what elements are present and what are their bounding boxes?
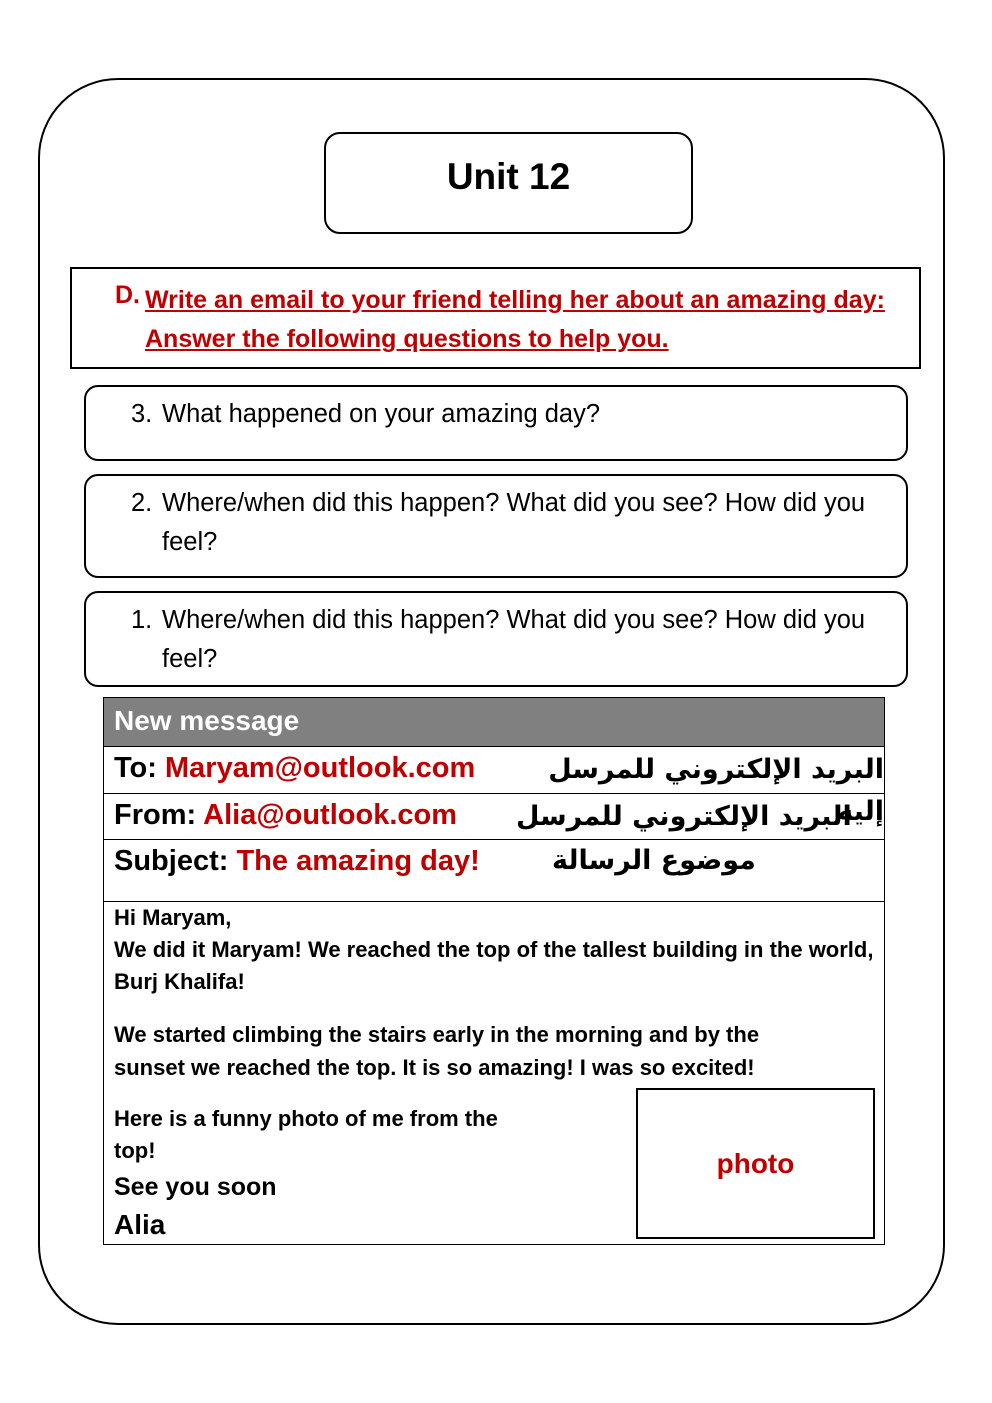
to-arabic-label: البريد الإلكتروني للمرسل إليه [548,754,884,827]
instruction-box [70,267,921,369]
instruction-text: Write an email to your friend telling her about an amazing day: Answer the following questions to help you. [145,286,885,353]
from-label: From: [114,799,197,831]
from-value: Alia@outlook.com [203,799,458,831]
question-text: Where/when did this happen? What did you see? How did you feel? [162,489,866,556]
subject-label: Subject: [114,845,229,877]
question-text: Where/when did this happen? What did you see? How did you feel? [162,606,866,673]
email-paragraph-1: We did it Maryam! We reached the top of the tallest building in the world, Burj Khalifa! [114,937,874,994]
email-message [103,697,885,1245]
email-paragraph-2: We started climbing the stairs early in the morning and by the sunset we reached the top. It is so amazing! I was so excited! [114,1022,760,1080]
email-header: New message [104,698,884,746]
question-text: What happened on your amazing day? [162,400,601,428]
photo-placeholder: photo [636,1088,875,1239]
email-greeting: Hi Maryam, [114,905,232,930]
question-box-3 [84,385,908,461]
subject-arabic-label: موضوع الرسالة [552,845,756,876]
email-paragraph-3: Here is a funny photo of me from the top! [114,1106,498,1163]
question-number: 2. [131,489,153,517]
question-number: 1. [131,606,153,634]
from-arabic-label: البريد الإلكتروني للمرسل [516,801,852,832]
question-box-1 [84,591,908,687]
to-label: To: [114,752,157,784]
to-value: Maryam@outlook.com [165,752,476,784]
question-number: 3. [131,400,153,428]
question-box-2 [84,474,908,578]
unit-title: Unit 12 [324,132,693,234]
email-signature: Alia [114,1209,166,1240]
subject-value: The amazing day! [236,845,480,877]
email-from-row [104,793,884,839]
instruction-letter: D. [115,281,140,309]
email-closing: See you soon [114,1173,277,1201]
email-subject-row [104,839,884,901]
